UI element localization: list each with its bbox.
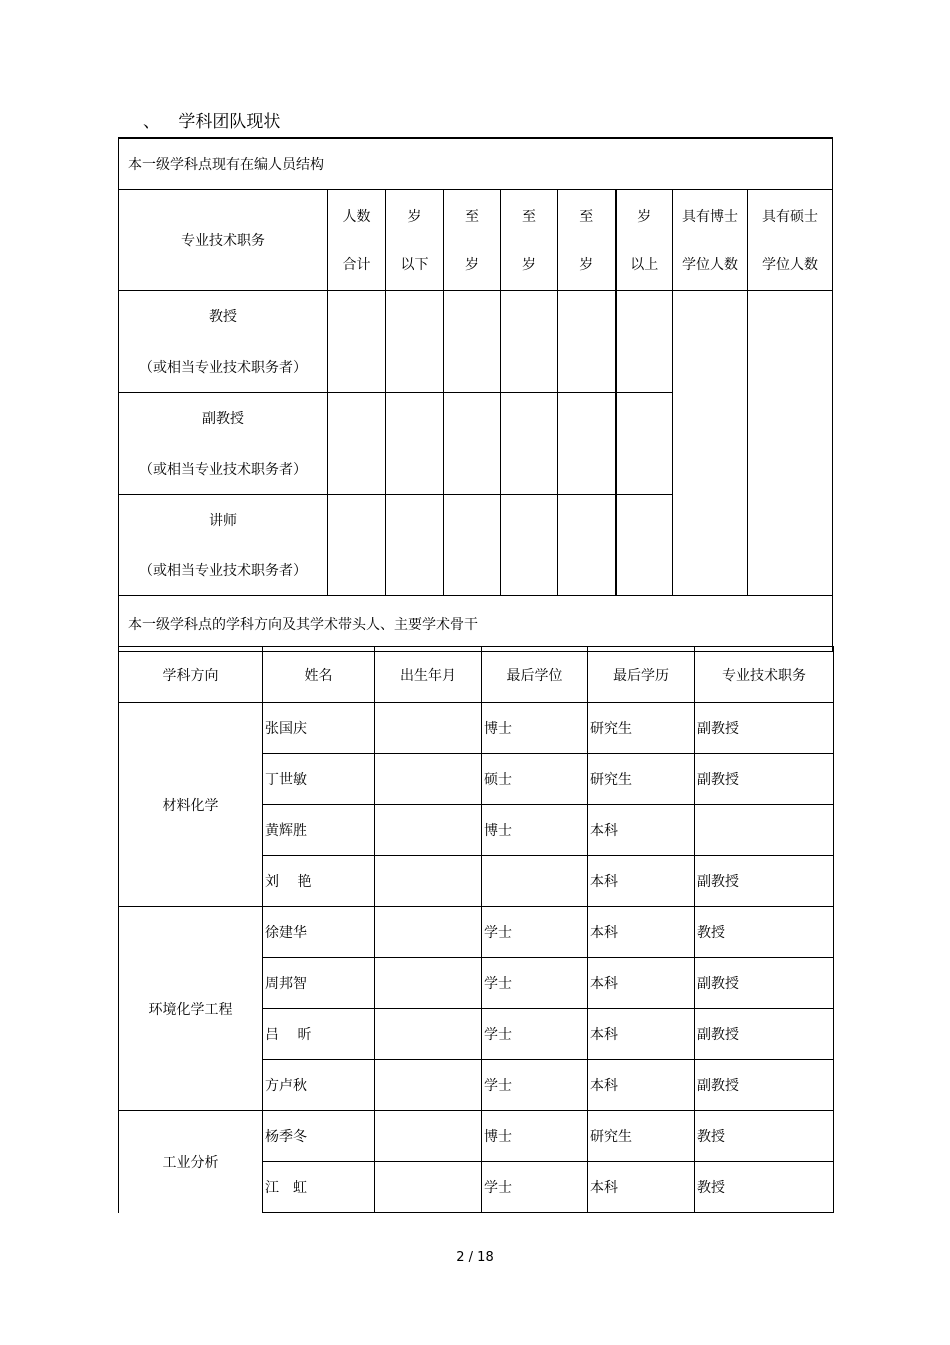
degree-cell: 学士 [482, 958, 588, 1009]
header-line: 岁 [407, 209, 422, 225]
name-cell: 徐建华 [263, 907, 375, 958]
name-cell: 江 虹 [263, 1162, 375, 1213]
name-cell: 吕 昕 [263, 1009, 375, 1060]
data-cell [328, 291, 386, 393]
col-name: 姓名 [263, 647, 375, 703]
table-row [119, 703, 834, 754]
data-cell [386, 291, 444, 393]
name-cell: 方卢秋 [263, 1060, 375, 1111]
header-line: 学位人数 [682, 257, 738, 273]
role-title: 讲师 [209, 513, 237, 529]
header-line: 岁 [579, 257, 594, 273]
page-number: 2 / 18 [456, 1250, 494, 1265]
role-column-header: 专业技术职务 [119, 190, 328, 291]
data-cell [386, 495, 444, 596]
col-birth: 出生年月 [375, 647, 482, 703]
birth-cell [375, 958, 482, 1009]
header-line: 岁 [637, 209, 652, 225]
birth-cell [375, 856, 482, 907]
role-note: （或相当专业技术职务者） [139, 461, 307, 478]
header-line: 合计 [342, 257, 371, 273]
title-cell: 教授 [695, 1162, 834, 1213]
direction-cell: 工业分析 [119, 1111, 263, 1213]
role-title: 教授 [209, 309, 237, 326]
header-line: 学位人数 [762, 257, 818, 273]
degree-cell: 学士 [482, 1162, 588, 1213]
header-line: 以上 [630, 257, 659, 273]
birth-cell [375, 1060, 482, 1111]
col-title: 专业技术职务 [695, 647, 834, 703]
name-cell: 张国庆 [263, 703, 375, 754]
degree-cell: 学士 [482, 1060, 588, 1111]
header-age-below [386, 190, 444, 291]
data-cell [501, 393, 558, 495]
role-note: （或相当专业技术职务者） [139, 563, 307, 579]
header-age-range-1 [444, 190, 501, 291]
title-cell [695, 805, 834, 856]
birth-cell [375, 1162, 482, 1213]
header-line: 至 [579, 209, 594, 225]
degree-cell: 博士 [482, 1111, 588, 1162]
data-cell [328, 393, 386, 495]
education-cell: 本科 [588, 1009, 695, 1060]
faculty-header-row [119, 647, 834, 703]
table-row [119, 907, 834, 958]
education-cell: 本科 [588, 1162, 695, 1213]
table-row [119, 1111, 834, 1162]
data-cell [501, 291, 558, 393]
phd-count-cell [673, 291, 748, 596]
col-degree: 最后学位 [482, 647, 588, 703]
education-cell: 研究生 [588, 754, 695, 805]
faculty-table [118, 646, 834, 1213]
education-cell: 研究生 [588, 1111, 695, 1162]
degree-cell: 博士 [482, 805, 588, 856]
degree-cell: 博士 [482, 703, 588, 754]
birth-cell [375, 1111, 482, 1162]
title-cell: 副教授 [695, 856, 834, 907]
role-professor [119, 291, 328, 393]
direction-cell: 材料化学 [119, 703, 263, 907]
header-master-count [748, 190, 833, 291]
role-associate-professor [119, 393, 328, 495]
birth-cell [375, 1009, 482, 1060]
header-age-range-3 [558, 190, 616, 291]
degree-cell: 学士 [482, 1009, 588, 1060]
birth-cell [375, 907, 482, 958]
data-cell [444, 495, 501, 596]
direction-cell: 环境化学工程 [119, 907, 263, 1111]
title-cell: 教授 [695, 907, 834, 958]
education-cell: 研究生 [588, 703, 695, 754]
header-age-above [616, 190, 673, 291]
header-line: 人数 [342, 209, 371, 225]
education-cell: 本科 [588, 1060, 695, 1111]
header-total [328, 190, 386, 291]
data-cell [328, 495, 386, 596]
data-cell [558, 393, 616, 495]
data-cell [616, 393, 673, 495]
header-line: 至 [522, 209, 536, 225]
heading-title: 学科团队现状 [178, 112, 281, 132]
faculty-caption: 本一级学科点的学科方向及其学术带头人、主要学术骨干 [119, 596, 833, 652]
header-line: 至 [465, 209, 479, 225]
data-cell [616, 291, 673, 393]
header-line: 具有博士 [682, 209, 738, 225]
header-age-range-2 [501, 190, 558, 291]
data-cell [616, 495, 673, 596]
header-line: 岁 [465, 257, 479, 273]
col-direction: 学科方向 [119, 647, 263, 703]
degree-cell [482, 856, 588, 907]
header-phd-count [673, 190, 748, 291]
data-cell [558, 495, 616, 596]
header-line: 具有硕士 [762, 209, 818, 225]
role-note: （或相当专业技术职务者） [139, 359, 307, 376]
col-education: 最后学历 [588, 647, 695, 703]
birth-cell [375, 754, 482, 805]
name-cell: 周邦智 [263, 958, 375, 1009]
structure-caption: 本一级学科点现有在编人员结构 [119, 138, 833, 190]
education-cell: 本科 [588, 907, 695, 958]
title-cell: 副教授 [695, 754, 834, 805]
birth-cell [375, 703, 482, 754]
section-heading [143, 110, 280, 134]
title-cell: 副教授 [695, 958, 834, 1009]
staff-structure-table [118, 137, 833, 652]
header-line: 以下 [400, 257, 429, 273]
data-cell [558, 291, 616, 393]
degree-cell: 学士 [482, 907, 588, 958]
data-cell [444, 291, 501, 393]
name-cell: 杨季冬 [263, 1111, 375, 1162]
data-cell [386, 393, 444, 495]
title-cell: 教授 [695, 1111, 834, 1162]
header-line: 岁 [522, 257, 536, 273]
title-cell: 副教授 [695, 1009, 834, 1060]
birth-cell [375, 805, 482, 856]
title-cell: 副教授 [695, 1060, 834, 1111]
title-cell: 副教授 [695, 703, 834, 754]
data-cell [444, 393, 501, 495]
education-cell: 本科 [588, 856, 695, 907]
master-count-cell [748, 291, 833, 596]
data-cell [501, 495, 558, 596]
education-cell: 本科 [588, 958, 695, 1009]
role-title: 副教授 [202, 411, 244, 428]
name-cell: 丁世敏 [263, 754, 375, 805]
name-cell: 刘 艳 [263, 856, 375, 907]
name-cell: 黄辉胜 [263, 805, 375, 856]
heading-mark: 、 [143, 112, 160, 132]
role-lecturer [119, 495, 328, 596]
education-cell: 本科 [588, 805, 695, 856]
degree-cell: 硕士 [482, 754, 588, 805]
